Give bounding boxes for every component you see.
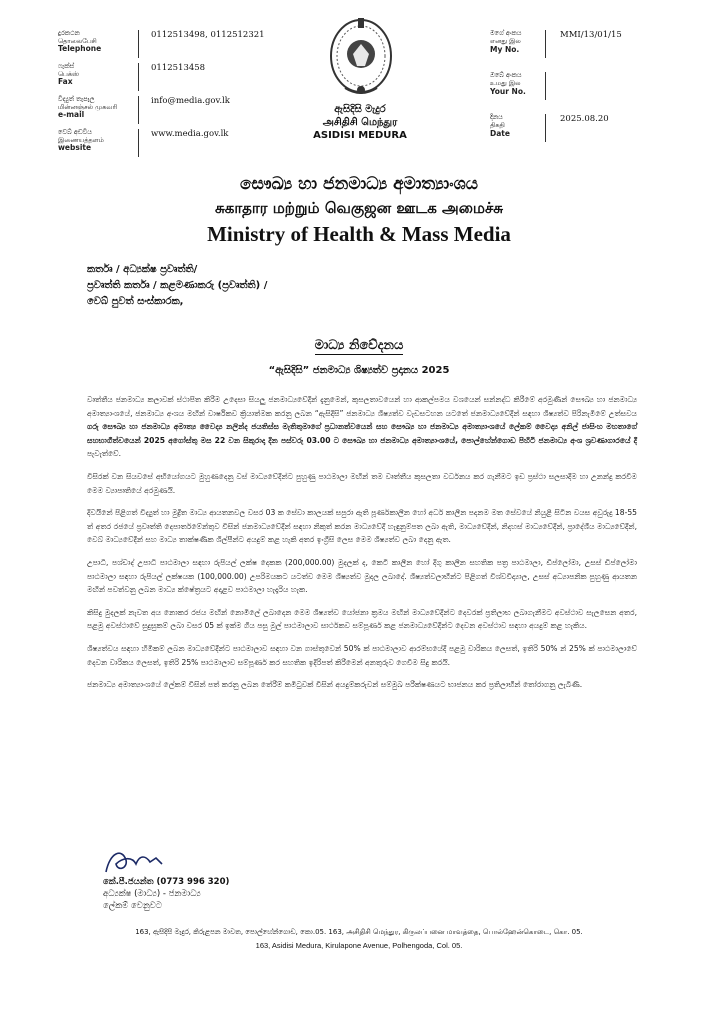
bracket-divider bbox=[138, 96, 147, 124]
recipient-line: ප්‍රවෘත්ති කර්තෘ / කළමණාකරු (ප්‍රවෘත්ති) / bbox=[87, 280, 268, 291]
contact-label: ෆැක්ස් பெக்ஸ் Fax bbox=[58, 62, 80, 87]
footer-address-english: 163, Asidisi Medura, Kirulapone Avenue, Polhengoda, Col. 05. bbox=[255, 941, 463, 950]
ref-row-date bbox=[490, 114, 690, 156]
address-footer bbox=[0, 926, 718, 952]
body-paragraph: ශිෂ්‍යත්වය සඳහා හිමිකම් ලබන මාධ්‍යවේදීන්ට පාඨමාලාව සඳහා වන ගාස්තුවෙන් 50% ක් පාඨමාලාව ආරම්භයේදී පළමු වාරිකය ලෙසත්, ඉතිරි 50% න් 25% ක් පාඨමාලාවේ දෙවන වාරිකය ලෙසත්, ඉතිරි 25% පාඨමාලාව සම්පූර්ණ කර සහතික ඉදිරිපත් කිරීමෙන් අනතුරුව ගෙවීම සිදු කරයි. bbox=[87, 643, 637, 667]
bracket-divider bbox=[138, 63, 147, 91]
contact-label: වෙබ් අඩවිය இணையத்தளம் website bbox=[58, 128, 104, 153]
bracket-divider bbox=[138, 129, 147, 157]
reference-details bbox=[490, 30, 690, 156]
website-value: www.media.gov.lk bbox=[151, 129, 229, 139]
bracket-divider bbox=[545, 114, 554, 142]
ministry-name-english: Ministry of Health & Mass Media bbox=[207, 222, 511, 246]
body-paragraph: ජනමාධ්‍ය අමාත්‍යාංශයේ ලේකම් විසින් පත් කරනු ලබන තේරීම් කමිටුවක් විසින් අයදුම්කරුවන් සම්මුඛ පරීක්ෂණයට භාජනය කර ප්‍රතිලාභීන් තෝරාගනු ලැබිණි. bbox=[87, 680, 583, 690]
body-paragraph: වෘත්තීය ජනමාධ්‍ය කලාවක් ස්ථාපිත කිරීම උදෙසා සියලු ජනමාධ්‍යවේදීන් දැනුමෙන්, කුසලතාවයෙන් හා ආකල්පමය වශයෙන් සන්නද්ධ කිරීමේ අරමුණින් සෞඛ්‍ය හා ජනමාධ්‍ය අමාත්‍යාංශයේ, ජනමාධ්‍ය අංශය මඟින් වාර්ෂිකව ක්‍රියාත්මක කරනු ලබන “ඇසිදිසි” ජනමාධ්‍ය ශිෂ්‍යත්ව වැඩසටහන යටතේ ජනමාධ්‍යවේදීන් සඳහා ශිෂ්‍යත්ව පිරිනැමීමේ උත්සවය ගරු සෞඛ්‍ය හා ජනමාධ්‍ය අමාත්‍ය වෛද්‍ය නලින්ද ජයතිස්ස මැතිතුමාගේ ප්‍රධානත්වයෙන් සහ සෞඛ්‍ය හා ජනමාධ්‍ය අමාත්‍යාංශයේ ලේකම් වෛද්‍ය අනිල් ජාසිංහ මහතාගේ සහභාගීත්වයෙන් 2025 අගෝස්තු මස 22 වන සිකුරාදා දින පස්වරු 03.00 ට සෞඛ්‍ය හා ජනමාධ්‍ය අමාත්‍යාංශයේ, පොල්හේන්ගොඩ පිහිටි ජනමාධ්‍ය අංශ ශ්‍රවණාගාරයේ දී පැවැත්වේ. bbox=[87, 395, 637, 459]
fax-value: 0112513458 bbox=[151, 63, 206, 73]
ref-label: ඔබේ අංකය உமது இல Your No. bbox=[490, 71, 526, 96]
signer-name: කේ.පී.ජයන්ත (0773 996 320) bbox=[103, 877, 230, 887]
ref-row-my-no bbox=[490, 30, 690, 72]
bracket-divider bbox=[138, 30, 147, 58]
ref-label: දිනය திகதி Date bbox=[490, 113, 510, 138]
footer-address-local: 163, ඇසිදිසි මැදුර, කිරුළපන මාවත, පොල්හේන්ගොඩ, කො.05. 163, அசிதிசி மெந்துர, கிருலப்பனை மாவத்தை, பொல்ஹேன்கொடை, கொ. 05. bbox=[135, 928, 583, 936]
ministry-name-tamil: சுகாதார மற்றும் வெகுஜன ஊடக அமைச்சு bbox=[214, 199, 504, 217]
handwritten-signature bbox=[100, 846, 220, 878]
institution-name: ඇසිදිසි මැදුර அசிதிசி மெந்துர ASIDISI MEDURA bbox=[313, 104, 407, 141]
contact-details bbox=[58, 30, 298, 162]
body-paragraph: විසිරක් වන සියවසේ අභියෝගයට මුහුණදෙනු වස් මාධ්‍යවේදීන්ට පුහුණු පාඨමාලා මඟින් තම වෘත්තීය කුසලතා වර්ධනය කර ගැනීමට ඉඩ ප්‍රස්ථා සලසාදීම හා උනන්දු කරවීම මෙම ව්‍යාපෘතියේ අරමුණයි. bbox=[87, 471, 637, 495]
signer-title: අධ්‍යක්ෂ (මාධ්‍ය) - ජනමාධ්‍ය bbox=[103, 889, 201, 899]
recipients-block bbox=[87, 262, 587, 310]
contact-label: විද්‍යුත් තැපෑල மின்னஞ்சல் முகவரி e-mail bbox=[58, 95, 118, 120]
media-release-title: මාධ්‍ය නිවේදනය bbox=[314, 338, 404, 353]
ministry-name-sinhala: සෞඛ්‍ය හා ජනමාධ්‍ය අමාත්‍යාංශය bbox=[240, 174, 478, 194]
bracket-divider bbox=[545, 72, 554, 100]
recipient-line: වෙබ් පුවත් සංස්කාරක, bbox=[87, 296, 184, 307]
telephone-value: 0112513498, 0112512321 bbox=[151, 30, 265, 40]
email-value: info@media.gov.lk bbox=[151, 96, 230, 106]
contact-label: දුරකථන தொலைபேசி Telephone bbox=[58, 29, 102, 54]
contact-row-telephone bbox=[58, 30, 298, 63]
recipient-line: කර්තෘ / අධ්‍යක්ෂ ප්‍රවෘත්ති/ bbox=[87, 264, 198, 275]
ministry-heading bbox=[100, 172, 618, 248]
signer-on-behalf: ලේකම් වෙනුවට bbox=[103, 901, 163, 911]
bracket-divider bbox=[545, 30, 554, 58]
date-value: 2025.08.20 bbox=[560, 114, 609, 124]
body-paragraph: දිවයිනේ පිළිගත් විද්‍යුත් හා මුද්‍රිත මාධ්‍ය ආයතනවල වසර 03 ක සේවා කාලයක් සපුරා ඇති පූර්ණකාලීන හෝ අර්ධ කාලීන පදනම මත සේවයේ නියුළී සිටින වයස අවුරුදු 18-55 ත් අතර රජයේ ප්‍රවෘත්ති දෙපාර්තමේන්තුව විසින් ජනමාධ්‍යවේදීන් සඳහා නිකුත් කරන මාධ්‍යවේදී හැඳුනුම්පත ලබා ඇති, මාධ්‍යවේදීන්, නිදහස් මාධ්‍යවේදීන්, ප්‍රාදේශීය මාධ්‍යවේදීන්, වෙබ් මාධ්‍යවේදීන් සහ මාධ්‍ය තාක්ෂණික ශිල්පීන්ට අයදුම් කළ හැකි අතර ඉංග්‍රීසි ලෙස මෙම ශිෂ්‍යත්ව ලබා දෙනු ඇත. bbox=[87, 508, 637, 545]
ref-row-your-no bbox=[490, 72, 690, 114]
body-paragraph: කිසිදු මුදලක් නැවත අය නොකර රජය මඟින් නොමිලේ ලබාදෙන මෙම ශිෂ්‍යත්ව යෝජනා ක්‍රමය මඟින් මාධ්‍යවේදීන්ට දෙවරක් ප්‍රතිලාභ ලබාගැනීමට අවස්ථාව සැලසෙන අතර, පළමු අවස්ථාවේ සුදුසුකම් ලබා වසර 05 ක් ඉක්ම ගිය පසු මුල් පාඨමාලාව සාර්ථකව සම්පූර්ණ කළ ජනමාධ්‍යවේදීන්ට දෙවන අවස්ථාව සඳහා අයදුම් කළ හැකිය. bbox=[87, 607, 637, 631]
contact-row-fax bbox=[58, 63, 298, 96]
my-no-value: MMI/13/01/15 bbox=[560, 30, 622, 40]
ref-label: මගේ අංකය எனது இல My No. bbox=[490, 29, 522, 54]
body-paragraph: උපාධි, පශ්චාද් උපාධි පාඨමාලා සඳහා රුපියල් ලක්ෂ දෙකක (200,000.00) මුදලක් ද, කෙටි කාලීන හෝ දිගු කාලීන සහතික පත්‍ර පාඨමාලා, ඩිප්ලෝමා, උසස් ඩිප්ලෝමා පාඨමාලා සඳහා රුපියල් ලක්ෂයක (100,000.00) උපරිමයකට යටත්ව මෙම ශිෂ්‍යත්ව මුදල ලබාදේ. ශිෂ්‍යත්වලාභීන්ට පිළිගත් විශ්වවිද්‍යාල, උසස් අධ්‍යාපනික පුහුණු ආයතන මඟින් පවත්වනු ලබන මාධ්‍ය ක්ෂේත්‍රයට අදාළව පාඨමාලා හැදෑරිය හැක. bbox=[87, 557, 637, 595]
media-release-subtitle: “ඇසිදිසි” ජනමාධ්‍ය ශිෂ්‍යත්ව ප්‍රදානය 2025 bbox=[268, 365, 450, 376]
sri-lanka-emblem-icon bbox=[325, 14, 397, 100]
release-body bbox=[87, 393, 637, 701]
signer-block bbox=[103, 876, 403, 912]
